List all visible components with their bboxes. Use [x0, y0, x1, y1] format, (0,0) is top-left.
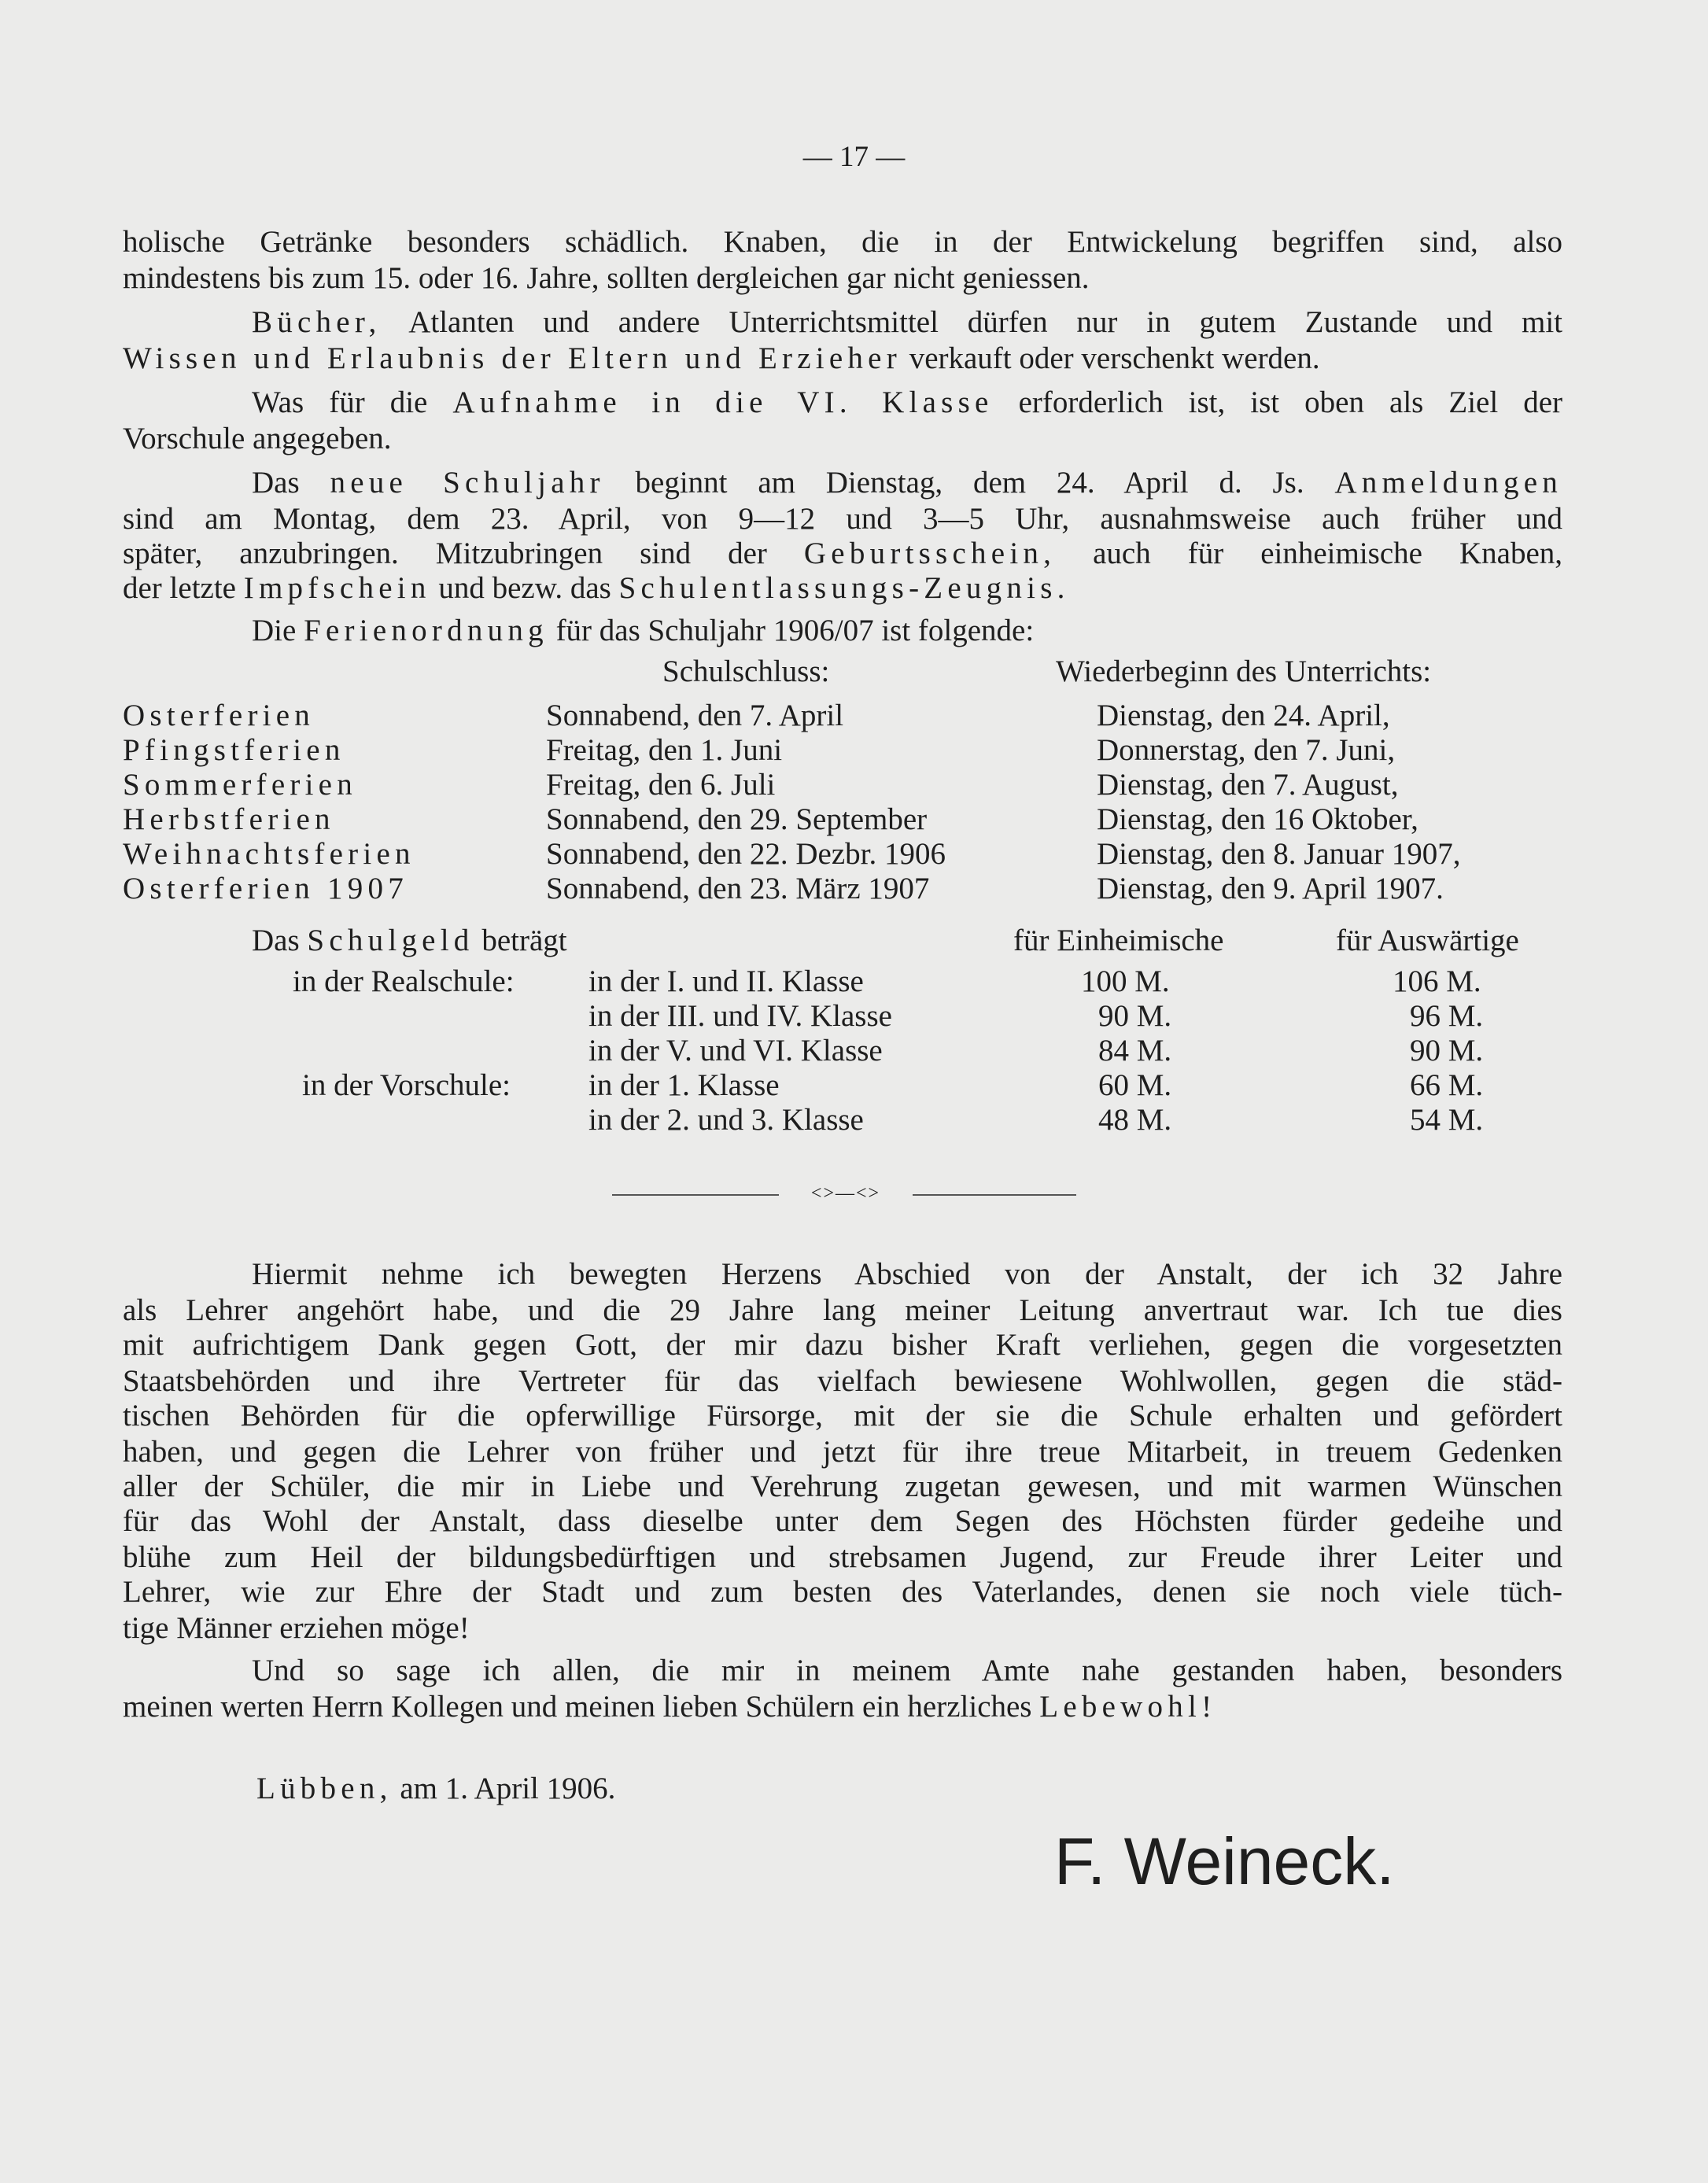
para4-line: später, anzubringen. Mitzubringen sind der Geburtsschein, auch für einheimische Knaben,: [123, 537, 1562, 570]
holiday-name: Pfingstferien: [123, 733, 345, 767]
fees-foreign: 54 M.: [1410, 1103, 1484, 1137]
farewell-line: Staatsbehörden und ihre Vertreter für das vielfach bewiesene Wohlwollen, gegen die städ-: [123, 1364, 1562, 1398]
para1-line: holische Getränke besonders schädlich. Knaben, die in der Entwickelung begriffen sind, also: [123, 225, 1562, 259]
para3-line: Was für die Aufnahme in die VI. Klasse erforderlich ist, ist oben als Ziel der: [252, 385, 1563, 419]
para2-line: Wissen und Erlaubnis der Eltern und Erzieher verkauft oder verschenkt werden.: [123, 341, 1320, 375]
fees-foreign: 106 M.: [1393, 964, 1481, 998]
holiday-close: Freitag, den 1. Juni: [546, 733, 783, 767]
fees-col-local-header: für Einheimische: [1013, 924, 1224, 957]
fees-local: 84 M.: [1098, 1034, 1172, 1068]
fees-intro: Das Schulgeld beträgt: [252, 924, 567, 957]
para5-line: Die Ferienordnung für das Schuljahr 1906/07 ist folgende:: [252, 614, 1035, 647]
page-number: — 17 —: [802, 141, 906, 173]
spaced-word: Anmeldungen: [1334, 466, 1563, 500]
farewell-line: Lehrer, wie zur Ehre der Stadt und zum besten des Vaterlandes, denen sie noch viele tüch-: [123, 1575, 1562, 1609]
fees-local: 60 M.: [1098, 1068, 1172, 1102]
fees-local: 90 M.: [1098, 999, 1172, 1033]
fees-class: in der 2. und 3. Klasse: [588, 1103, 864, 1137]
fees-group-label: in der Vorschule:: [302, 1068, 511, 1102]
fees-col-foreign-header: für Auswärtige: [1336, 924, 1519, 957]
holiday-close: Sonnabend, den 7. April: [546, 699, 844, 732]
farewell-line: als Lehrer angehört habe, und die 29 Jahre lang meiner Leitung anvertraut war. Ich tue dies: [123, 1293, 1562, 1327]
farewell-line: tischen Behörden für die opferwillige Fürsorge, mit der sie die Schule erhalten und gefördert: [123, 1399, 1562, 1433]
fees-foreign: 66 M.: [1410, 1068, 1484, 1102]
fees-class: in der 1. Klasse: [588, 1068, 780, 1102]
signature: F. Weineck.: [1054, 1824, 1395, 1898]
para4-line: sind am Montag, dem 23. April, von 9—12 und 3—5 Uhr, ausnahmsweise auch früher und: [123, 502, 1562, 536]
fees-class: in der I. und II. Klasse: [588, 964, 864, 998]
holiday-restart: Dienstag, den 24. April,: [1097, 699, 1390, 732]
farewell-line: mit aufrichtigem Dank gegen Gott, der mir dazu bisher Kraft verliehen, gegen die vorgesetzten: [123, 1328, 1562, 1362]
holiday-col-restart-header: Wiederbeginn des Unterrichts:: [1056, 655, 1432, 688]
para4-line: Das neue Schuljahr beginnt am Dienstag, dem 24. April d. Js. Anmeldungen: [252, 466, 1563, 500]
holiday-name: Osterferien: [123, 699, 315, 732]
fees-class: in der V. und VI. Klasse: [588, 1034, 883, 1068]
spaced-word: Aufnahme in die VI. Klasse: [452, 385, 994, 419]
farewell-line: tige Männer erziehen möge!: [123, 1611, 470, 1645]
holiday-restart: Donnerstag, den 7. Juni,: [1097, 733, 1396, 767]
spaced-word: Wissen und Erlaubnis der Eltern und Erzieher: [123, 341, 902, 375]
spaced-word: Lübben,: [256, 1772, 393, 1805]
spaced-word: Geburtsschein,: [803, 537, 1057, 570]
para3-line: Vorschule angegeben.: [123, 422, 392, 455]
fees-foreign: 96 M.: [1410, 999, 1484, 1033]
holiday-close: Freitag, den 6. Juli: [546, 768, 776, 802]
closing-line: Und so sage ich allen, die mir in meinem Amte nahe gestanden haben, besonders: [252, 1654, 1562, 1687]
fees-local: 100 M.: [1081, 964, 1170, 998]
para2-line: Bücher, Atlanten und andere Unterrichtsmittel dürfen nur in gutem Zustande und mit: [252, 305, 1562, 339]
closing-line: meinen werten Herrn Kollegen und meinen lieben Schülern ein herzliches Lebewohl!: [123, 1690, 1217, 1724]
holiday-col-close-header: Schulschluss:: [662, 655, 830, 688]
holiday-name: Osterferien 1907: [123, 872, 408, 905]
divider-ornament: <>—<>: [779, 1183, 913, 1204]
spaced-word: neue Schuljahr: [330, 466, 605, 500]
farewell-line: aller der Schüler, die mir in Liebe und Verehrung zugetan gewesen, und mit warmen Wünschen: [123, 1469, 1562, 1503]
fees-foreign: 90 M.: [1410, 1034, 1484, 1068]
farewell-line: Hiermit nehme ich bewegten Herzens Abschied von der Anstalt, der ich 32 Jahre: [252, 1257, 1562, 1291]
spaced-word: Schulgeld: [307, 924, 474, 957]
holiday-close: Sonnabend, den 22. Dezbr. 1906: [546, 837, 946, 871]
fees-local: 48 M.: [1098, 1103, 1172, 1137]
holiday-restart: Dienstag, den 16 Oktober,: [1097, 802, 1418, 836]
holiday-restart: Dienstag, den 9. April 1907.: [1097, 872, 1444, 905]
spaced-word: Schulentlassungs-Zeugnis.: [618, 571, 1070, 605]
holiday-name: Weihnachtsferien: [123, 837, 415, 871]
holiday-name: Herbstferien: [123, 802, 335, 836]
farewell-line: blühe zum Heil der bildungsbedürftigen und strebsamen Jugend, zur Freude ihrer Leiter und: [123, 1540, 1562, 1574]
place-date: Lübben, am 1. April 1906.: [256, 1772, 616, 1805]
holiday-restart: Dienstag, den 8. Januar 1907,: [1097, 837, 1461, 871]
spaced-word: Lebewohl!: [1039, 1690, 1217, 1724]
spaced-word: Ferienordnung: [304, 614, 548, 647]
holiday-close: Sonnabend, den 23. März 1907: [546, 872, 930, 905]
holiday-name: Sommerferien: [123, 768, 357, 802]
spaced-word: Impfschein: [243, 571, 431, 605]
fees-group-label: in der Realschule:: [293, 964, 515, 998]
para4-line: der letzte Impfschein und bezw. das Schulentlassungs-Zeugnis.: [123, 571, 1070, 605]
spaced-word: Bücher,: [252, 305, 382, 339]
holiday-restart: Dienstag, den 7. August,: [1097, 768, 1399, 802]
farewell-line: haben, und gegen die Lehrer von früher und jetzt für ihre treue Mitarbeit, in treuem Gedenken: [123, 1435, 1562, 1469]
para1-line: mindestens bis zum 15. oder 16. Jahre, sollten dergleichen gar nicht geniessen.: [123, 261, 1090, 295]
holiday-close: Sonnabend, den 29. September: [546, 802, 928, 836]
fees-class: in der III. und IV. Klasse: [588, 999, 892, 1033]
farewell-line: für das Wohl der Anstalt, dass dieselbe unter dem Segen des Höchsten fürder gedeihe und: [123, 1504, 1562, 1538]
